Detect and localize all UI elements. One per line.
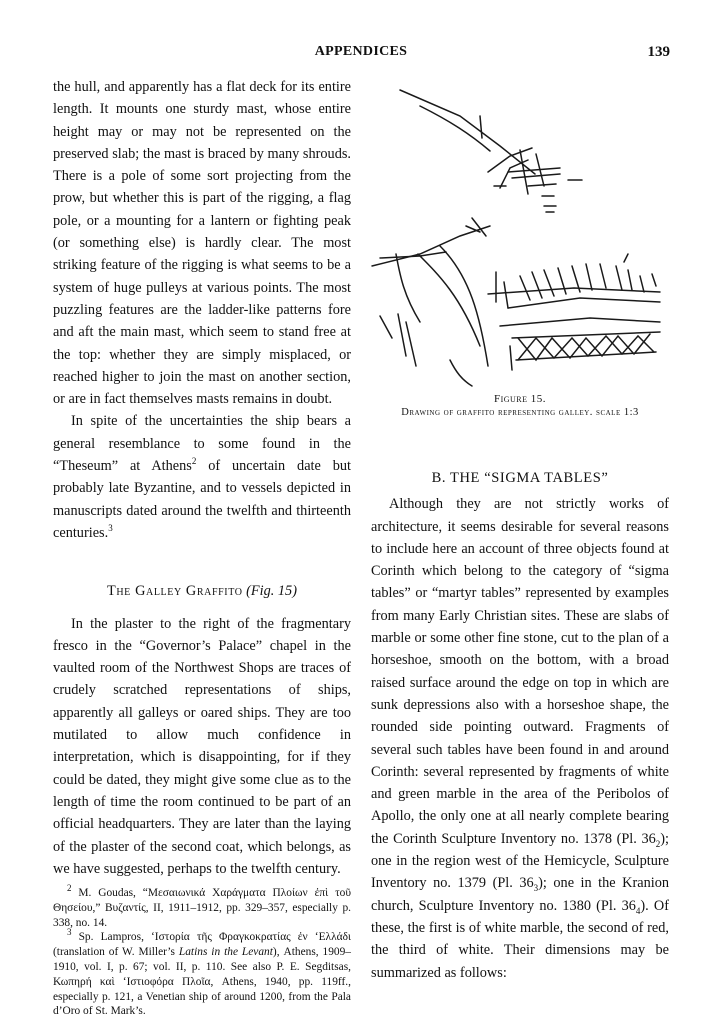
figure-caption (360, 392, 680, 420)
left-column (53, 76, 351, 1019)
sigma-text-c: ); one in the Kranion church, Sculpture Inventory no. 1380 (Pl. 36 (371, 875, 670, 914)
footnote-2-number: 2 (67, 883, 72, 894)
footnote-2 (53, 883, 351, 930)
footnote-ref-2: 2 (191, 456, 197, 467)
galley-graffito-drawing (360, 76, 680, 394)
galley-title-text: The Galley Graffito (107, 583, 243, 600)
footnote-3-text-a: Sp. Lampros, ‘Ιστορία τῆς Φραγκοκρατίας ἐν ‘Ελλάδι (translation of W. Miller’s (53, 931, 351, 959)
sigma-text-b: ); one in the region west of the Hemicycle, Sculpture Inventory no. 1379 (Pl. 36 (371, 830, 669, 892)
galley-fig-ref: (Fig. 15) (246, 583, 297, 600)
resemblance-text-a: In spite of the uncertainties the ship bears a general resemblance to some found in the “Theseum” at Athens (53, 413, 351, 475)
section-title-sigma: B. THE “SIGMA TABLES” (431, 470, 609, 486)
resemblance-text-b: of uncertain date but probably late Byzantine, and to vessels depicted in manuscripts dated around the twelfth and thirteenth centuries. (53, 458, 351, 541)
section-title-galley (53, 580, 351, 602)
footnote-2-text: M. Goudas, “Μεσαιωνικά Χαράγματα Πλοίων ἐπὶ τοῦ Θησείου,” Βυζαντίς, II, 1911–1912, pp. 329–357, especially p. 338, no. 14. (53, 887, 351, 929)
sigma-text-d: ). Of these, the first is of white marble, the second of red, the third of white. Their dimensions may be summarized as follows: (371, 897, 669, 981)
graffito-sketch (360, 76, 680, 394)
page-header (0, 44, 722, 66)
paragraph-galley-graffito: In the plaster to the right of the fragmentary fresco in the “Governor’s Palace” chapel in the vaulted room of the Northwest Shops are traces of crudely scratched representations of ships, apparently all galleys or oared ships. They are too mutilated to allow much confidence in interpretation, which is disappointing, for if they could be dated, they might give some clue as to the length of time the room continued to be part of an official headquarters. They are later than the laying of the plaster of the second coat, which belongs, as we have suggested, perhaps to the twelfth century. (53, 615, 351, 877)
plate-sub-3: 4 (635, 905, 641, 916)
sigma-text-a: Although they are not strictly works of architecture, it seems desirable for several reasons to include here an account of three objects found at Corinth which belong to the category of “sigma tables” or “martyr tables” represented by examples from many Early Christian sites. These are slabs of marble or some other fine stone, cut to the plan of a horseshoe, smooth on the bottom, with a broad raised surface around the edge on top in which are sunk depressions also with a horseshoe shape, the rounded side pointing outward. Fragments of several such tables have been found in and around Corinth: several represented by fragments of white and green marble in the area of the Peribolos of Apollo, the only one at all nearly complete bearing the Corinth Sculpture Inventory no. 1378 (Pl. 36 (371, 496, 669, 847)
footnote-3-number: 3 (67, 927, 72, 938)
right-column (371, 467, 669, 984)
figure-caption-text: Drawing of graffito representing galley. scale 1:3 (401, 407, 639, 418)
paragraph-hull-description: the hull, and apparently has a flat deck for its entire length. It mounts one sturdy mast, whose entire height may or may not be represented on the preserved slab; the mast is braced by many shrouds. There is a pole of some sort projecting from the prow, but whether this is part of the rigging, a flag pole, or a mounting for a lantern or fighting peak (or something else) is hardly clear. The most striking feature of the rigging is what seems to be a system of huge pulleys at various points. The most puzzling features are the ladder-like patterns fore and aft the main mast, which seem to stand free at the top: whether they are simply misplaced, or reached higher to join the mast on another section, or are in fact themselves masts remains in doubt. (53, 79, 351, 408)
footnote-3-text-b: ), Athens, 1909–1910, vol. I, p. 67; vol. II, p. 110. See also P. E. Segditsas, Κωπηρή καὶ ‘Ιστιοφόρα Πλοῖα, Athens, 1940, pp. 119ff., especially p. 121, a Venetian ship of around 1200, from the Pala d’Oro of St. Mark’s. (53, 946, 351, 1018)
plate-sub-1: 2 (655, 838, 661, 849)
footnote-ref-3: 3 (108, 523, 113, 534)
footnote-3 (53, 927, 351, 1019)
footnotes (53, 883, 351, 1019)
paragraph-sigma-tables (371, 493, 669, 984)
footnote-3-italic: Latins in the Levant (178, 946, 273, 959)
plate-sub-2: 3 (533, 883, 539, 894)
paragraph-resemblance (53, 410, 351, 544)
page-number: 139 (647, 44, 670, 60)
running-head: APPENDICES (314, 44, 408, 59)
figure-caption-title: Figure 15. (493, 393, 547, 405)
